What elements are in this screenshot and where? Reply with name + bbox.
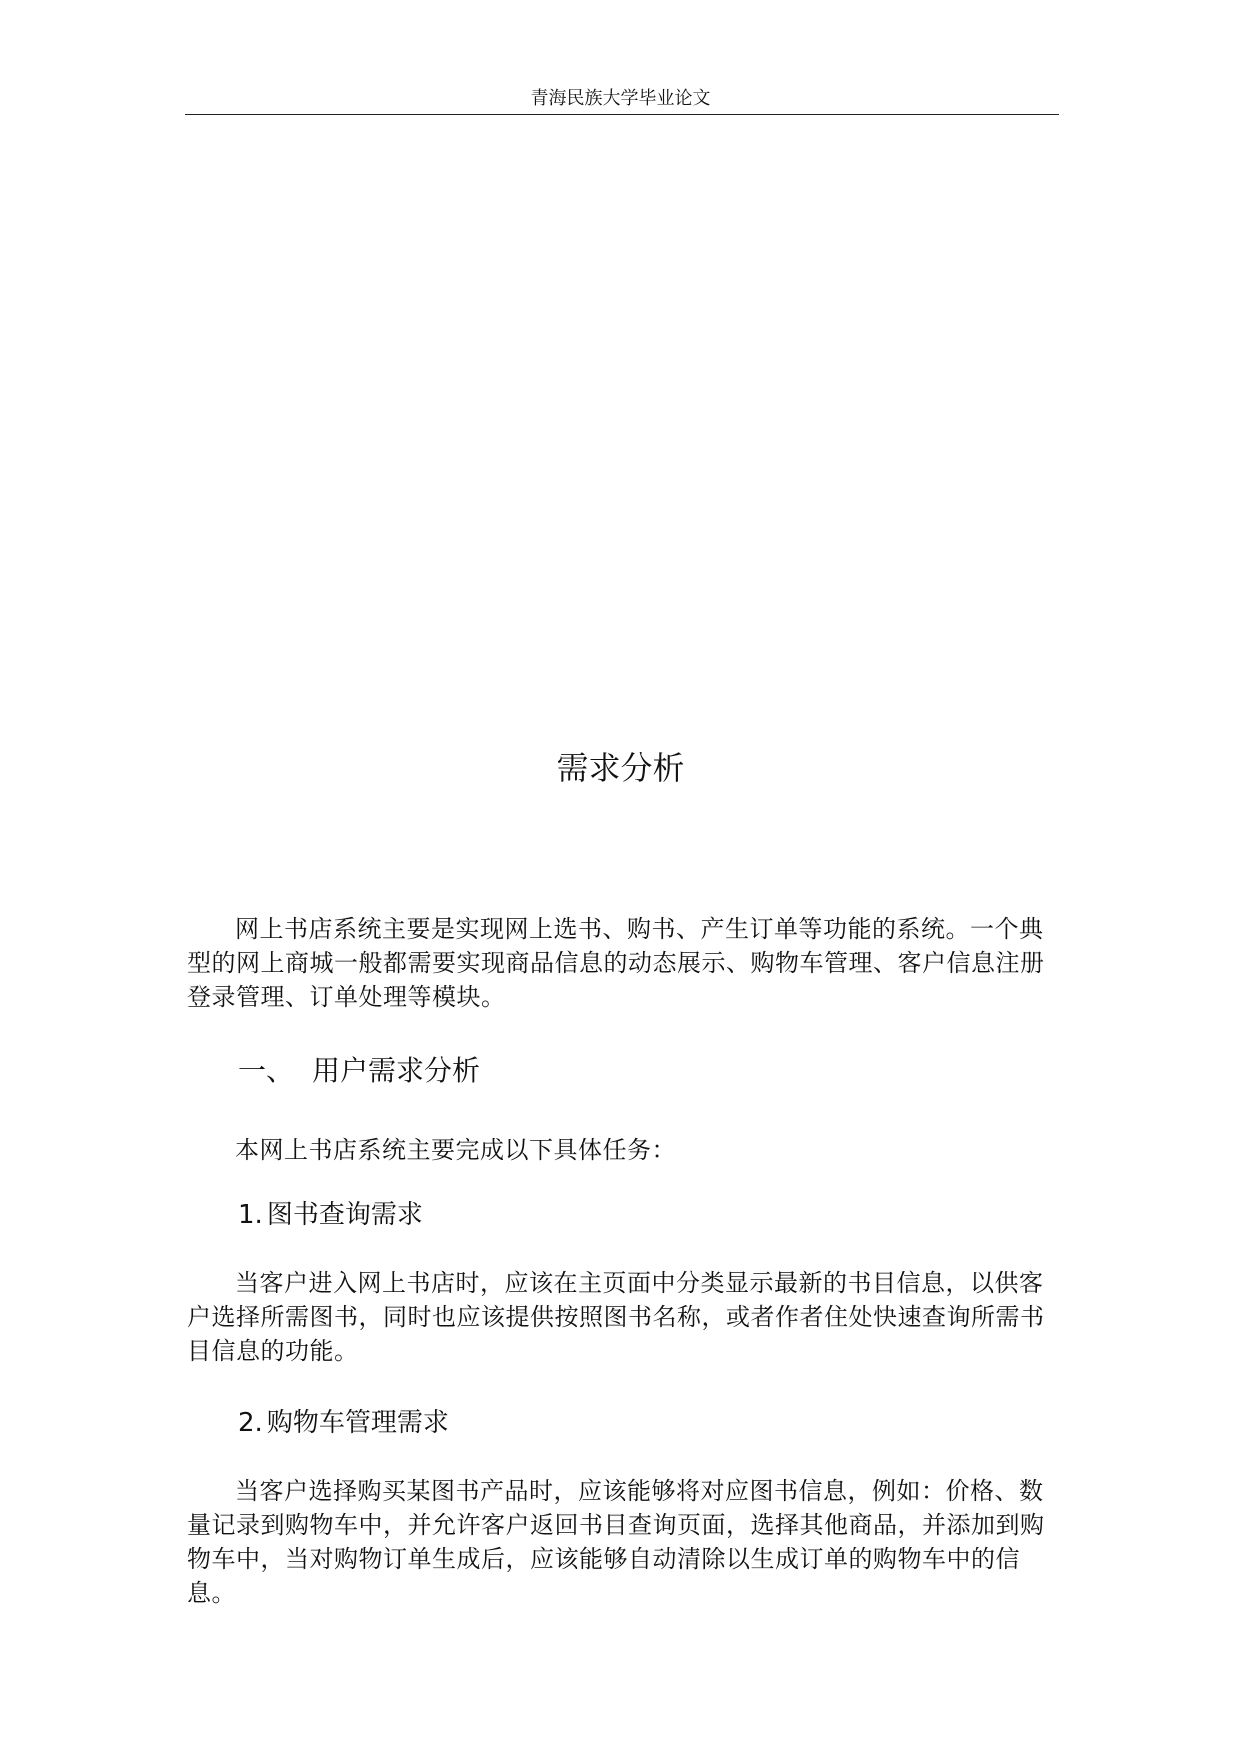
- subsection-body: 当客户进入网上书店时，应该在主页面中分类显示最新的书目信息，以供客户选择所需图书，同时也应该提供按照图书名称，或者作者住处快速查询所需书目信息的功能。: [187, 1269, 1045, 1365]
- header-divider: [185, 114, 1059, 115]
- intro-paragraph: 网上书店系统主要是实现网上选书、购书、产生订单等功能的系统。一个典型的网上商城一般都需要实现商品信息的动态展示、购物车管理、客户信息注册登录管理、订单处理等模块。: [187, 915, 1045, 1011]
- subsection-heading: [238, 1406, 449, 1440]
- section-title: 用户需求分析: [312, 1054, 481, 1087]
- document-title: 需求分析: [556, 749, 685, 787]
- subsection-title: 购物车管理需求: [266, 1408, 449, 1438]
- subsection-number: 1.: [238, 1200, 263, 1230]
- subsection-number: 2.: [238, 1408, 263, 1438]
- section-lead: 本网上书店系统主要完成以下具体任务：: [235, 1136, 676, 1164]
- subsection-heading: [238, 1198, 423, 1232]
- section-number: 一、: [238, 1054, 295, 1087]
- header-title: 青海民族大学毕业论文: [530, 88, 711, 109]
- subsection-body: 当客户选择购买某图书产品时，应该能够将对应图书信息，例如：价格、数量记录到购物车中，并允许客户返回书目查询页面，选择其他商品，并添加到购物车中，当对购物订单生成后，应该能够自动清除以生成订单的购物车中的信息。: [187, 1477, 1045, 1607]
- section-heading: [238, 1053, 480, 1089]
- subsection-title: 图书查询需求: [266, 1200, 423, 1230]
